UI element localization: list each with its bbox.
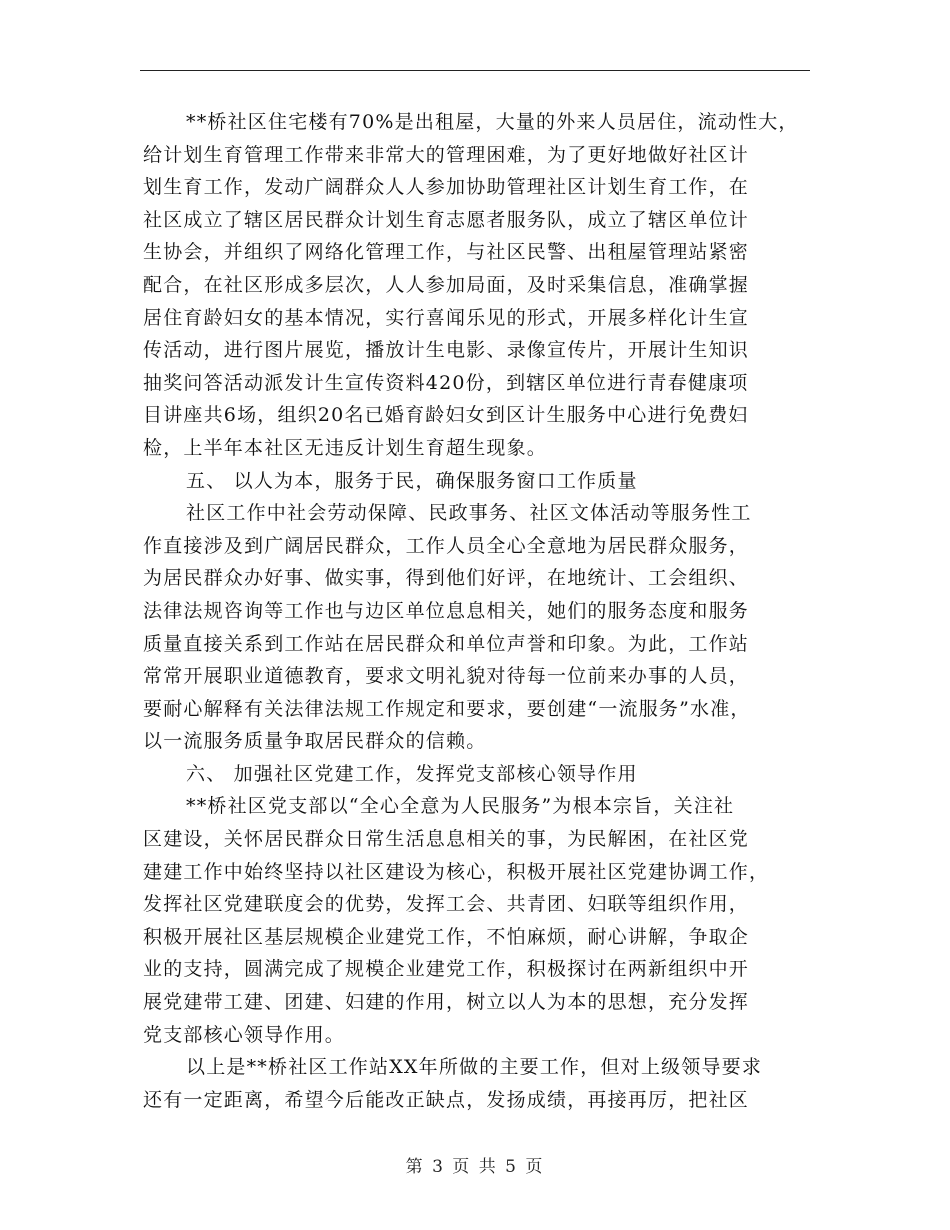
header-rule	[140, 70, 810, 71]
text-line: 业的支持，圆满完成了规模企业建党工作，积极探讨在两新组织中开	[143, 958, 750, 981]
text-line: 传活动，进行图片展览，播放计生电影、录像宣传片，开展计生知识	[143, 339, 750, 362]
text-line: 目讲座共6场，组织20名已婚育龄妇女到区计生服务中心进行免费妇	[143, 404, 749, 427]
text-line: 社区成立了辖区居民群众计划生育志愿者服务队，成立了辖区单位计	[143, 208, 750, 231]
paragraph	[143, 1051, 843, 1116]
text-line: 作直接涉及到广阔居民群众，工作人员全心全意地为居民群众服务，	[143, 534, 750, 557]
text-line: 配合，在社区形成多层次，人人参加局面，及时采集信息，准确掌握	[143, 273, 750, 296]
text-line: 要耐心解释有关法律法规工作规定和要求，要创建“一流服务”水准，	[143, 697, 751, 720]
paragraph	[143, 758, 843, 791]
text-line: 给计划生育管理工作带来非常大的管理困难，为了更好地做好社区计	[143, 143, 750, 166]
text-line: 居住育龄妇女的基本情况，实行喜闻乐见的形式，开展多样化计生宣	[143, 306, 750, 329]
paragraph	[143, 790, 843, 1051]
text-line: 抽奖问答活动派发计生宣传资料420份，到辖区单位进行青春健康项	[143, 371, 749, 394]
text-line: 五、 以人为本，服务于民，确保服务窗口工作质量	[186, 469, 638, 492]
text-line: 展党建带工建、团建、妇建的作用，树立以人为本的思想，充分发挥	[143, 991, 750, 1014]
text-line: 划生育工作，发动广阔群众人人参加协助管理社区计划生育工作，在	[143, 176, 750, 199]
text-line: 法律法规咨询等工作也与边区单位息息相关，她们的服务态度和服务	[143, 599, 750, 622]
text-line: 发挥社区党建联度会的优势，发挥工会、共青团、妇联等组织作用，	[143, 893, 750, 916]
text-line: 检，上半年本社区无违反计划生育超生现象。	[143, 436, 548, 459]
text-line: 生协会，并组织了网络化管理工作，与社区民警、出租屋管理站紧密	[143, 241, 750, 264]
body-text	[143, 106, 843, 1116]
text-line: **桥社区党支部以“全心全意为人民服务”为根本宗旨，关注社	[186, 795, 735, 818]
text-line: 质量直接关系到工作站在居民群众和单位声誉和印象。为此，工作站	[143, 632, 750, 655]
text-line: 六、 加强社区党建工作，发挥党支部核心领导作用	[186, 762, 638, 785]
paragraph	[143, 465, 843, 498]
text-line: 还有一定距离，希望今后能改正缺点，发扬成绩，再接再厉，把社区	[143, 1088, 750, 1111]
page-number-footer: 第 3 页 共 5 页	[405, 1157, 545, 1177]
text-line: 以一流服务质量争取居民群众的信赖。	[143, 730, 487, 753]
text-line: 党支部核心领导作用。	[143, 1023, 346, 1046]
text-line: 社区工作中社会劳动保障、民政事务、社区文体活动等服务性工	[186, 502, 752, 525]
text-line: 区建设，关怀居民群众日常生活息息相关的事，为民解困，在社区党	[143, 828, 750, 851]
text-line: 建建工作中始终坚持以社区建设为核心，积极开展社区党建协调工作，	[143, 860, 770, 883]
text-line: 积极开展社区基层规模企业建党工作，不怕麻烦，耐心讲解，争取企	[143, 925, 750, 948]
paragraph	[143, 497, 843, 758]
text-line: **桥社区住宅楼有70%是出租屋，大量的外来人员居住，流动性大，	[186, 111, 799, 133]
text-line: 为居民群众办好事、做实事，得到他们好评，在地统计、工会组织、	[143, 567, 750, 590]
text-line: 以上是**桥社区工作站XX年所做的主要工作，但对上级领导要求	[186, 1056, 763, 1079]
text-line: 常常开展职业道德教育，要求文明礼貌对待每一位前来办事的人员，	[143, 665, 750, 688]
paragraph	[143, 106, 843, 465]
